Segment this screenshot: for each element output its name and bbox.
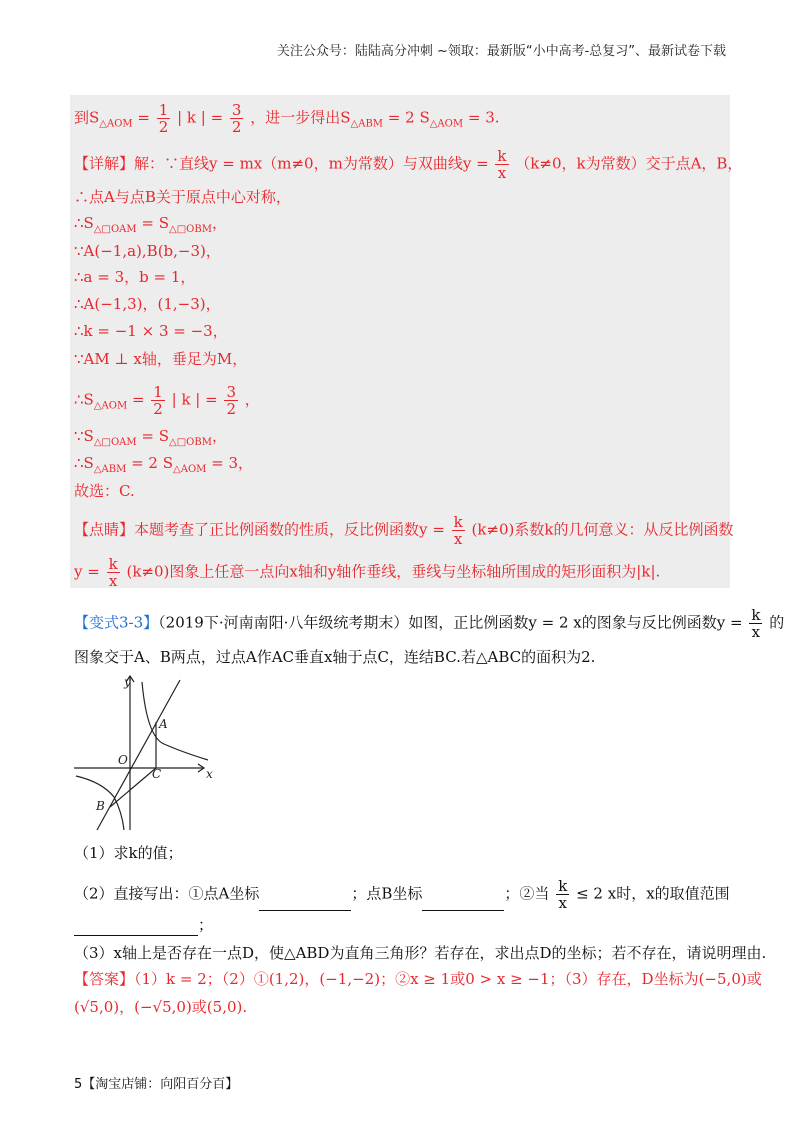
question-3: （3）x轴上是否存在一点D，使△ABD为直角三角形？若存在，求出点D的坐标；若不存在，请说明理由. bbox=[74, 944, 767, 962]
key-point-line-2: y = $\frac{k}{x}$ (k≠0)图象上任意一点向x轴和y轴作垂线，垂线与坐标轴所围成的矩形面积为|k|. bbox=[74, 555, 661, 590]
graph-label-O: O bbox=[118, 753, 128, 767]
graph-label-C: C bbox=[152, 767, 162, 781]
problem-label: 【变式3-3】 bbox=[74, 613, 159, 632]
graph-label-y: y bbox=[124, 675, 131, 689]
segment-BC bbox=[110, 768, 156, 807]
solution-line-9: ∵AM ⊥ x轴，垂足为M， bbox=[74, 350, 248, 368]
solution-line-13: 故选：C. bbox=[74, 482, 135, 500]
question-2-range: ； bbox=[74, 914, 213, 936]
solution-line-11: $\because S_{\triangle□OAM} = S_{\triangle□OBM}$， bbox=[74, 427, 227, 448]
solution-line-5: ∵A(−1,a),B(b,−3)， bbox=[74, 242, 221, 260]
answer-blank-range[interactable] bbox=[74, 919, 198, 936]
graph-label-x: x bbox=[206, 767, 213, 781]
problem-line-2: 图象交于A、B两点，过点A作AC垂直x轴于点C，连结BC.若△ABC的面积为2. bbox=[74, 648, 596, 666]
solution-line-12: $\therefore S_{\triangle ABM} = 2$ $S_{\triangle AOM} = 3$， bbox=[74, 454, 254, 475]
solution-line-1: 到$S_{\triangle AOM}$ = $\frac{1}{2}$ | k | = $\frac{3}{2}$ ，进一步得出$S_{\triangle ABM} = 2$ $S_{\triangle AOM} = 3$. bbox=[74, 101, 500, 136]
answer-blank-A[interactable] bbox=[259, 894, 351, 911]
hyperbola-branch-upper bbox=[142, 682, 208, 760]
key-point-line-1: 【点睛】本题考查了正比例函数的性质，反比例函数y = $\frac{k}{x}$ (k≠0)系数k的几何意义：从反比例函数 bbox=[74, 513, 734, 548]
page-header: 关注公众号：陆陆高分冲刺 ~领取：最新版“小中高考-总复习”、最新试卷下载 bbox=[276, 44, 726, 59]
question-2: （2）直接写出：①点A坐标 ；点B坐标 ；②当 $\frac{k}{x}$ ≤ 2 x时，x的取值范围 bbox=[74, 877, 730, 912]
answer-line-1: 【答案】（1）k = 2；（2）①(1,2)，(−1,−2)；②x ≥ 1或0 > x ≥ −1；（3）存在，D坐标为(−5,0)或 bbox=[74, 970, 762, 988]
graph-label-A: A bbox=[159, 717, 168, 731]
solution-line-7: ∴A(−1,3)，(1,−3)， bbox=[74, 295, 221, 313]
problem-line-1: 【变式3-3】（2019下·河南南阳·八年级统考期末）如图，正比例函数y = 2 x的图象与反比例函数y = $\frac{k}{x}$ 的 bbox=[74, 606, 785, 641]
answer-line-2: (√5,0)，(−√5,0)或(5,0). bbox=[74, 998, 248, 1016]
solution-line-6: ∴a = 3，b = 1， bbox=[74, 268, 196, 286]
solution-line-4: $\therefore S_{\triangle□OAM} = S_{\triangle□OBM}$， bbox=[74, 214, 227, 235]
solution-line-10: $\therefore S_{\triangle AOM}$ = $\frac{1}{2}$ | k | = $\frac{3}{2}$ ， bbox=[74, 383, 260, 418]
answer-blank-B[interactable] bbox=[422, 894, 504, 911]
solution-line-3: ∴点A与点B关于原点中心对称， bbox=[74, 188, 291, 206]
solution-line-8: ∴k = −1 × 3 = −3， bbox=[74, 322, 228, 340]
page-footer: 5【淘宝店铺：向阳百分百】 bbox=[74, 1077, 239, 1092]
graph-label-B: B bbox=[96, 799, 105, 813]
solution-line-2: 【详解】解：∵直线y = mx（m≠0，m为常数）与双曲线y = $\frac{k}{x}$ （k≠0，k为常数）交于点A，B， bbox=[74, 147, 743, 182]
function-graph bbox=[72, 672, 222, 832]
question-1: （1）求k的值； bbox=[74, 844, 183, 862]
line-y-2x bbox=[97, 680, 180, 830]
